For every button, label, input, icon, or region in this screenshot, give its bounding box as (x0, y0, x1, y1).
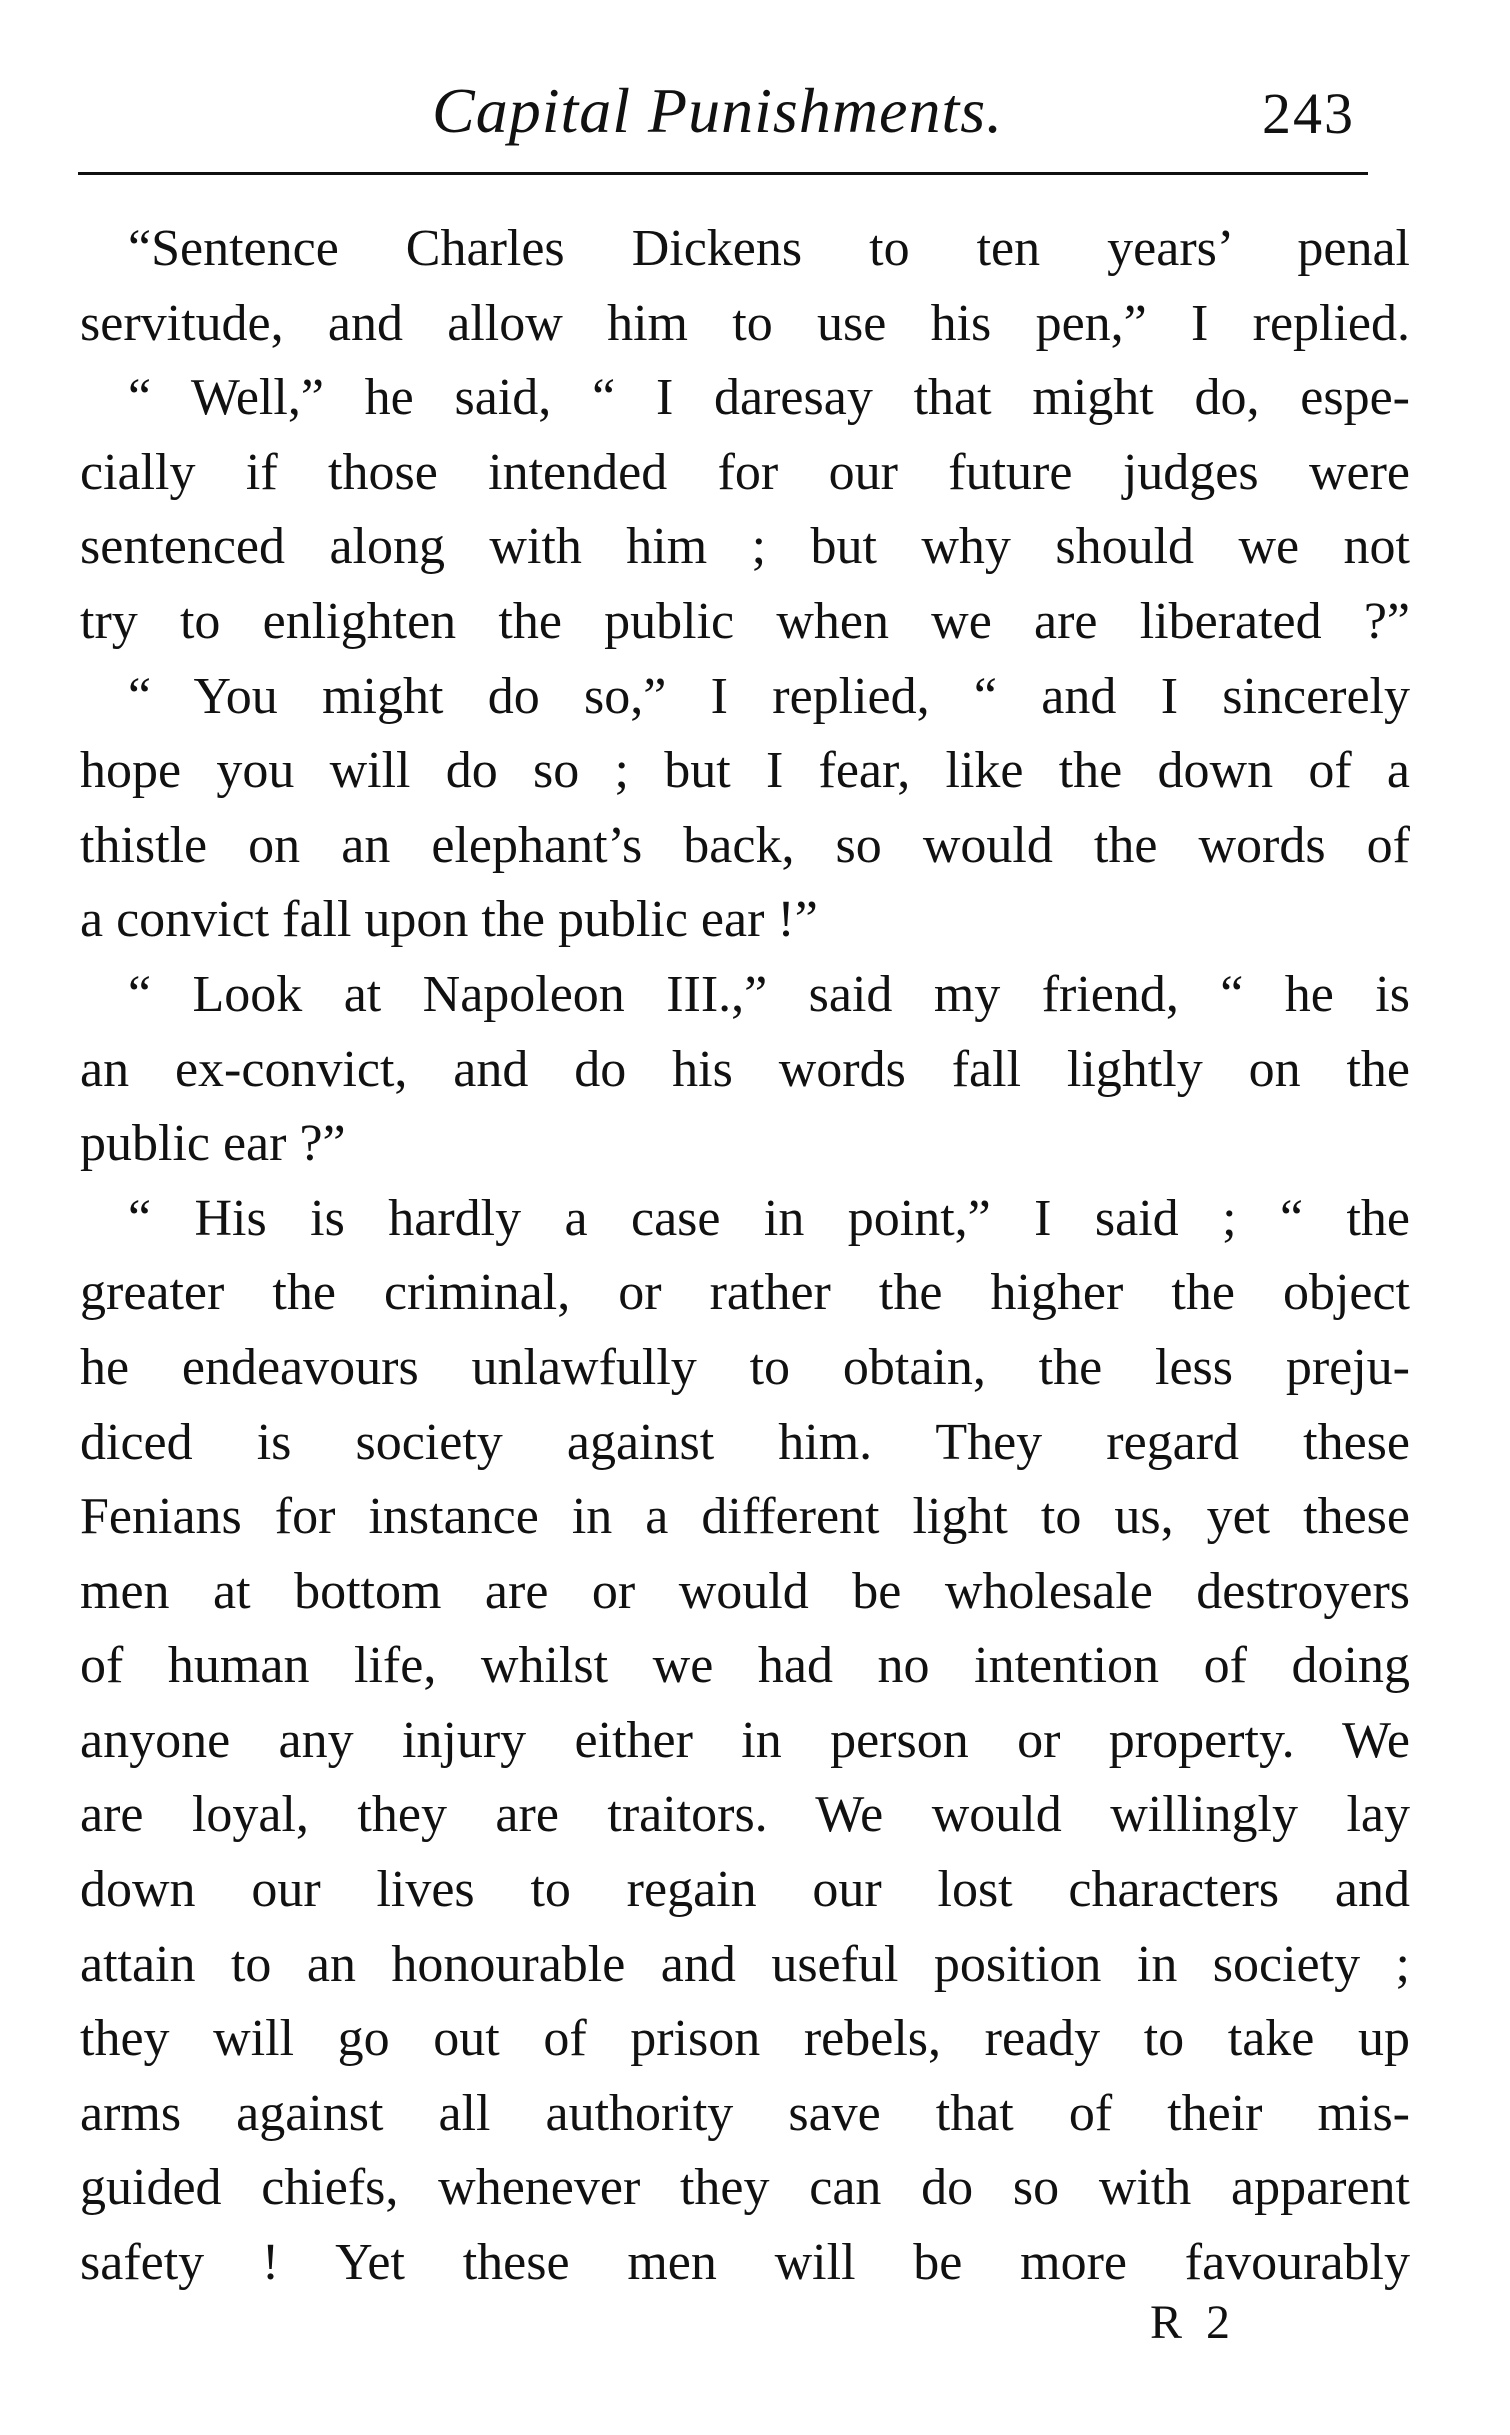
signature-mark: R 2 (1150, 2296, 1237, 2349)
text-line: diced is society against him. They regard these (80, 1413, 1410, 1471)
text-line: Fenians for instance in a different light to us, yet these (80, 1488, 1410, 1546)
text-line: public ear ?” (80, 1115, 346, 1173)
text-line: are loyal, they are traitors. We would willingly lay (80, 1786, 1410, 1844)
text-line: attain to an honourable and useful position in society ; (80, 1935, 1410, 1993)
text-line: they will go out of prison rebels, ready to take up (80, 2010, 1410, 2068)
body-text (80, 212, 1410, 2301)
text-line: greater the criminal, or rather the higher the object (80, 1264, 1410, 1322)
header-rule (78, 172, 1368, 175)
text-line: “ His is hardly a case in point,” I said ; “ the (128, 1189, 1410, 1247)
text-line: “ Well,” he said, “ I daresay that might do, espe- (128, 369, 1410, 427)
text-line: down our lives to regain our lost characters and (80, 1861, 1410, 1919)
text-line: try to enlighten the public when we are liberated ?” (80, 592, 1410, 650)
text-line: a convict fall upon the public ear !” (80, 891, 818, 949)
text-line: servitude, and allow him to use his pen,” I replied. (80, 294, 1410, 352)
text-line: arms against all authority save that of their mis- (80, 2084, 1410, 2142)
text-line: cially if those intended for our future judges were (80, 443, 1410, 501)
text-line: “Sentence Charles Dickens to ten years’ penal (128, 220, 1410, 277)
running-head (72, 74, 1372, 170)
text-line: “ Look at Napoleon III.,” said my friend, “ he is (128, 965, 1410, 1023)
running-title: Capital Punishments. (432, 75, 1004, 146)
text-line: he endeavours unlawfully to obtain, the less preju- (80, 1338, 1410, 1396)
text-line: sentenced along with him ; but why should we not (80, 518, 1410, 576)
text-line: safety ! Yet these men will be more favourably (80, 2234, 1410, 2292)
text-line: thistle on an elephant’s back, so would the words of (80, 816, 1410, 874)
text-line: an ex-convict, and do his words fall lightly on the (80, 1040, 1410, 1098)
text-line: hope you will do so ; but I fear, like the down of a (80, 742, 1410, 800)
text-line: anyone any injury either in person or property. We (80, 1711, 1410, 1769)
text-line: guided chiefs, whenever they can do so with apparent (80, 2159, 1410, 2217)
text-line: “ You might do so,” I replied, “ and I sincerely (128, 667, 1410, 725)
text-line: of human life, whilst we had no intention of doing (80, 1637, 1410, 1695)
page-number: 243 (1262, 81, 1355, 146)
text-line: men at bottom are or would be wholesale destroyers (80, 1562, 1410, 1620)
